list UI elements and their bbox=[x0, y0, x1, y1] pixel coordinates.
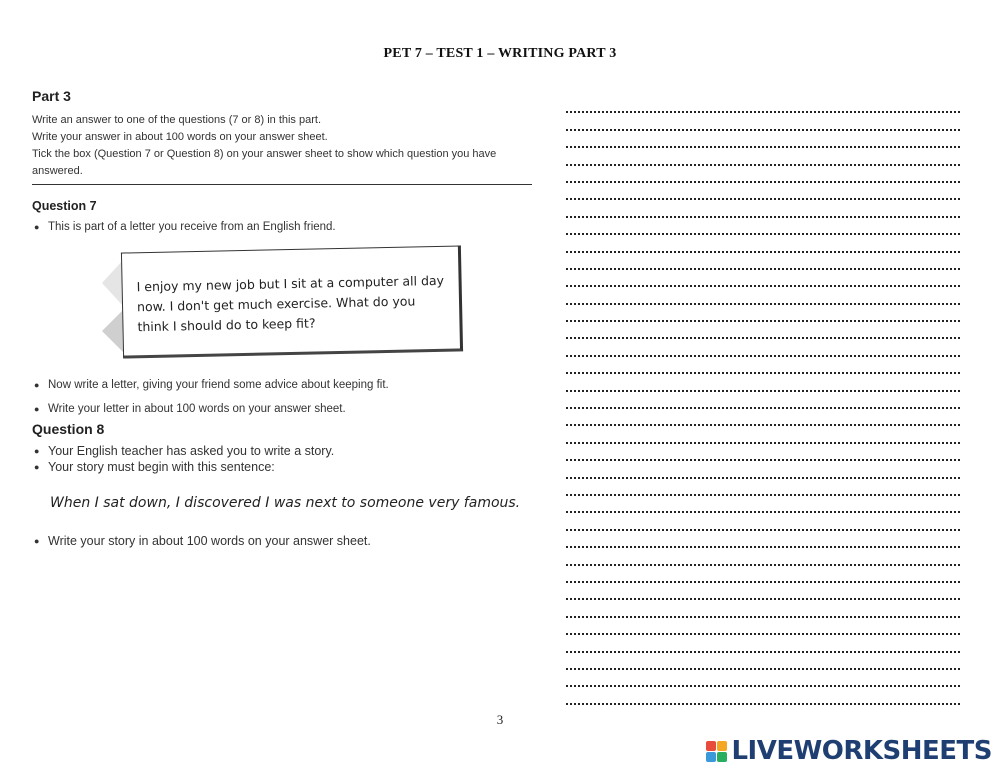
answer-line[interactable] bbox=[566, 113, 960, 130]
liveworksheets-logo bbox=[706, 736, 992, 766]
bullet-item bbox=[34, 377, 542, 393]
bullet-item bbox=[34, 401, 542, 417]
story-opening-sentence: When I sat down, I discovered I was next to someone very famous. bbox=[50, 495, 521, 511]
answer-line[interactable] bbox=[566, 131, 960, 148]
answer-line[interactable] bbox=[566, 496, 960, 513]
answer-line[interactable] bbox=[566, 583, 960, 600]
answer-line[interactable] bbox=[566, 322, 960, 339]
answer-line[interactable] bbox=[566, 235, 960, 252]
instruction-line: Write your answer in about 100 words on your answer sheet. bbox=[32, 131, 328, 143]
bullet-icon: ● bbox=[34, 404, 40, 414]
answer-line[interactable] bbox=[566, 479, 960, 496]
answer-line[interactable] bbox=[566, 166, 960, 183]
logo-square bbox=[717, 752, 727, 762]
page-header: PET 7 – TEST 1 – WRITING PART 3 bbox=[383, 46, 617, 61]
answer-line[interactable] bbox=[566, 253, 960, 270]
bullet-text: This is part of a letter you receive from an English friend. bbox=[48, 221, 336, 233]
question-panel bbox=[32, 88, 542, 549]
answer-line[interactable] bbox=[566, 618, 960, 635]
bullet-text: Now write a letter, giving your friend some advice about keeping fit. bbox=[48, 379, 389, 391]
answer-line[interactable] bbox=[566, 635, 960, 652]
answer-line[interactable] bbox=[566, 548, 960, 565]
answer-line[interactable] bbox=[566, 461, 960, 478]
answer-line[interactable] bbox=[566, 687, 960, 704]
bullet-item bbox=[34, 219, 542, 235]
answer-line[interactable] bbox=[566, 339, 960, 356]
bullet-icon: ● bbox=[34, 380, 40, 390]
answer-lines[interactable] bbox=[566, 96, 960, 705]
instructions bbox=[32, 112, 542, 180]
answer-line[interactable] bbox=[566, 409, 960, 426]
answer-line[interactable] bbox=[566, 357, 960, 374]
answer-line[interactable] bbox=[566, 670, 960, 687]
instruction-line: Tick the box (Question 7 or Question 8) on your answer sheet to show which question you have answered. bbox=[32, 148, 497, 177]
answer-line[interactable] bbox=[566, 200, 960, 217]
answer-line[interactable] bbox=[566, 183, 960, 200]
bullet-text: Your story must begin with this sentence: bbox=[48, 460, 275, 474]
divider bbox=[32, 184, 532, 185]
answer-line[interactable] bbox=[566, 374, 960, 391]
answer-line[interactable] bbox=[566, 148, 960, 165]
bullet-icon: ● bbox=[34, 536, 40, 546]
answer-line[interactable] bbox=[566, 513, 960, 530]
instruction-line: Write an answer to one of the questions (7 or 8) in this part. bbox=[32, 114, 322, 126]
answer-line[interactable] bbox=[566, 96, 960, 113]
answer-line[interactable] bbox=[566, 392, 960, 409]
bullet-text: Your English teacher has asked you to write a story. bbox=[48, 444, 335, 458]
bullet-item bbox=[34, 443, 542, 459]
answer-line[interactable] bbox=[566, 287, 960, 304]
question-7-title: Question 7 bbox=[32, 199, 97, 213]
answer-line[interactable] bbox=[566, 600, 960, 617]
logo-square bbox=[717, 741, 727, 751]
note-flap-icon bbox=[102, 309, 124, 353]
logo-text: LIVEWORKSHEETS bbox=[731, 736, 992, 766]
answer-line[interactable] bbox=[566, 653, 960, 670]
answer-line[interactable] bbox=[566, 426, 960, 443]
logo-square bbox=[706, 752, 716, 762]
logo-square bbox=[706, 741, 716, 751]
answer-line[interactable] bbox=[566, 270, 960, 287]
letter-text: I enjoy my new job but I sit at a computer all day now. I don't get much exercise. What do you think I should do to keep fit? bbox=[121, 245, 463, 358]
answer-line[interactable] bbox=[566, 444, 960, 461]
answer-line[interactable] bbox=[566, 218, 960, 235]
bullet-icon: ● bbox=[34, 462, 40, 472]
part-title: Part 3 bbox=[32, 88, 71, 104]
bullet-item bbox=[34, 533, 542, 549]
bullet-icon: ● bbox=[34, 222, 40, 232]
bullet-item bbox=[34, 459, 542, 475]
page-number: 3 bbox=[496, 712, 504, 727]
answer-line[interactable] bbox=[566, 305, 960, 322]
answer-line[interactable] bbox=[566, 531, 960, 548]
answer-line[interactable] bbox=[566, 566, 960, 583]
letter-note bbox=[102, 249, 482, 359]
bullet-text: Write your letter in about 100 words on your answer sheet. bbox=[48, 403, 346, 415]
bullet-icon: ● bbox=[34, 446, 40, 456]
logo-mark-icon bbox=[706, 741, 727, 762]
question-8-title: Question 8 bbox=[32, 421, 105, 437]
bullet-text: Write your story in about 100 words on your answer sheet. bbox=[48, 534, 371, 548]
